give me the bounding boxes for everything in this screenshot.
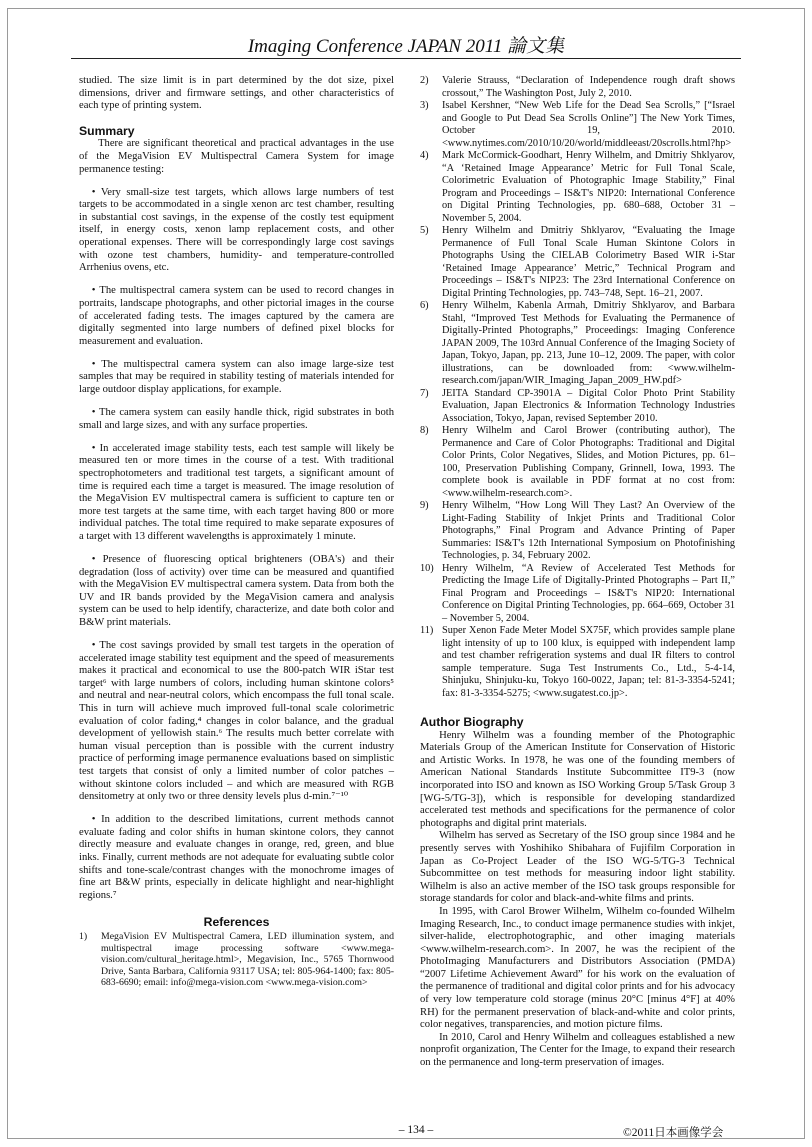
reference-item bbox=[420, 100, 735, 150]
reference-item bbox=[420, 225, 735, 300]
summary-bullet: • In accelerated image stability tests, each test sample will likely be measured ten or more times in the course of a test. With traditional spectrophotometers and traditional test targets, a significant amount of time is required each time a target is measured. The image resolution of the MegaVision EV multispectral camera is sufficient to capture ten or more test targets at the same time, with each target having 800 or more individual patches. The total time required to make separate exposures of a target with 13 different wavelengths is approximately 1 minute. bbox=[79, 442, 394, 542]
reference-text: Henry Wilhelm, Kabenla Armah, Dmitriy Shklyarov, and Barbara Stahl, “Improved Test Methods for Evaluating the Permanence of Digitally-Printed Photographs,” Proceedings: Imaging Conference JAPAN 2009, The 103rd Annual Conference of the Imaging Society of Japan, Tokyo, Japan, pp. 213, June 10–12, 2009. The paper, with color illustrations, can be downloaded from: <www.wilhelm-research.com/japan/WIR_Imaging_Japan_2009_HW.pdf> bbox=[442, 300, 735, 386]
reference-text: Isabel Kershner, “New Web Life for the Dead Sea Scrolls,” [“Israel and Google to Put Dead Sea Scrolls Online”] The New York Times, October 19, 2010. <www.nytimes.com/2010/10/20/world/middleeast/20scrolls.html?hp> bbox=[442, 100, 735, 149]
summary-bullet: • The multispectral camera system can also image large-size test samples that may be required in stability testing of materials intended for large outdoor display applications, for example. bbox=[79, 358, 394, 395]
reference-item bbox=[420, 425, 735, 500]
copyright-notice: ©2011日本画像学会 bbox=[623, 1127, 724, 1139]
running-header: Imaging Conference JAPAN 2011 論文集 bbox=[247, 36, 565, 57]
bio-paragraph: Wilhelm has served as Secretary of the ISO group since 1984 and he presently serves with Yoshihiko Shibahara of Fujifilm Corporation in Japan as Co-Project Leader of the ISO WG-5/TG-3 Technical Subcommittee on test methods for measuring indoor light stability. Wilhelm is also an active member of the ISO task groups responsible for storage standards for color and black-and-white films and prints. bbox=[420, 830, 735, 905]
reference-number: 9) bbox=[420, 500, 429, 511]
summary-intro: There are significant theoretical and practical advantages in the use of the MegaVision EV Multispectral Camera System for image permanence testing: bbox=[79, 138, 394, 175]
reference-text: MegaVision EV Multispectral Camera, LED illumination system, and multispectral image processing software <www.mega-vision.com/cultural_heritage.html>, Megavision, Inc., 5765 Thornwood Drive, Santa Barbara, California 93117 USA; tel: 805-964-1400; fax: 805-683-6690; email: info@mega-vision.com <www.mega-vision.com> bbox=[101, 931, 394, 989]
reference-item bbox=[420, 563, 735, 626]
reference-item bbox=[420, 150, 735, 225]
reference-number: 3) bbox=[420, 100, 429, 111]
reference-item bbox=[420, 625, 735, 700]
summary-bullet: • The camera system can easily handle thick, rigid substrates in both small and large sizes, and with any surface properties. bbox=[79, 407, 394, 431]
reference-number: 1) bbox=[79, 931, 88, 943]
references-heading: References bbox=[203, 915, 270, 930]
reference-list bbox=[420, 75, 735, 700]
reference-text: Henry Wilhelm, “How Long Will They Last? An Overview of the Light-Fading Stability of Inkjet Prints and Traditional Color Photographs,” Final Program and Advance Printing of Paper Summaries: IS&T's 12th International Symposium on Photofinishing Technologies, p. 34, February 2002. bbox=[442, 500, 735, 561]
author-biography-heading: Author Biography bbox=[420, 715, 524, 729]
reference-text: Super Xenon Fade Meter Model SX75F, which provides sample plane light intensity of up to 100 klux, is equipped with independent lamp and test chamber refrigeration systems and dual IR filters to control sample temperature. Suga Test Instruments Co., Ltd., 5-4-14, Shinjuku, Shinjuku-ku, Tokyo 160-0022, Japan; tel: 81-3-3354-5241; fax: 81-3-3354-5275; <www.sugatest.co.jp>. bbox=[442, 625, 735, 699]
reference-number: 7) bbox=[420, 387, 429, 399]
reference-item bbox=[420, 300, 735, 388]
bio-paragraph: In 2010, Carol and Henry Wilhelm and colleagues established a new nonprofit organization, The Center for the Image, to expand their research on the permanence and long-term preservation of images. bbox=[420, 1031, 735, 1069]
summary-bullet: • The cost savings provided by small test targets in the operation of accelerated image stability test equipment and the speed of measurements makes it practical and economical to use the 800-patch WIR iStar test target⁶ with large numbers of colors, including human skintone colors⁵ and neutral and near-neutral colors, which encompass the full tonal scale. This in turn will achieve much improved full-tonal scale colorimetric evaluation of color fading,⁴ changes in color balance, and the gradual development of yellowish stain.⁶ The results much better correlate with human visual perception than is possible with the current industry practice of performing image permanence evaluations based on simplistic test targets that consist of only a limited number of color patches – without skintone colors included – and which are measured with RGB densitometry at only two or three density levels plus d-min.⁷⁻¹⁰ bbox=[79, 640, 394, 803]
reference-number: 4) bbox=[420, 150, 429, 161]
summary-bullet: • Very small-size test targets, which allows large numbers of test targets to be accommodated in a single xenon arc test chamber, resulting in substantial cost savings, in the expense of the costly test equipment itself, in energy costs, xenon lamp replacement costs, and other operational expenses. There will be correspondingly large cost savings with ozone test chambers, humidity- and temperature-controlled Arrhenius ovens, etc. bbox=[79, 186, 394, 274]
reference-text: Mark McCormick-Goodhart, Henry Wilhelm, and Dmitriy Shklyarov, “A ‘Retained Image Appearance’ Metric for Full Tonal Scale, Colorimetric Evaluation of Photographic Image Stability,” Final Program and Proceedings – IS&T's NIP20: International Conference on Digital Printing Technologies, pp. 680–688, October 31 – November 5, 2004. bbox=[442, 150, 735, 224]
reference-text: Henry Wilhelm and Carol Brower (contributing author), The Permanence and Care of Color Photographs: Traditional and Digital Color Prints, Color Negatives, Slides, and Motion Pictures, pp. 61–100, Preservation Publishing Company, Grinnell, Iowa, 1993. The complete book is available in PDF format at no cost from: <www.wilhelm-research.com>. bbox=[442, 425, 735, 499]
reference-item bbox=[420, 388, 735, 426]
page-number: – 134 – bbox=[398, 1124, 434, 1136]
reference-number: 11) bbox=[420, 625, 434, 636]
reference-number: 8) bbox=[420, 425, 429, 436]
intro-paragraph: studied. The size limit is in part determined by the dot size, pixel dimensions, driver and firmware settings, and other characteristics of each type of printing system. bbox=[79, 75, 394, 112]
reference-item bbox=[420, 75, 735, 100]
reference-text: Henry Wilhelm and Dmitriy Shklyarov, “Evaluating the Image Permanence of Full Tonal Scale Human Skintone Colors in Photographs Using the CIELAB Colorimetry Based WIR i-Star ‘Retained Image Appearance’ Metric,” Technical Program and Proceedings – IS&T's NIP23: The 23rd International Conference on Digital Printing Technologies, pp. 743–748, Sept. 16–21, 2007. bbox=[442, 225, 735, 299]
header-rule bbox=[71, 58, 741, 59]
reference-number: 10) bbox=[420, 562, 434, 574]
paper-page bbox=[7, 8, 805, 1139]
summary-bullet: • Presence of fluorescing optical brighteners (OBA's) and their degradation (loss of activity) over time can be measured and quantified with the MegaVision EV multispectral camera system. Data from both the UV and IR bands provided by the MegaVision camera and analysis system can be used to help identify, characterize, and date both color and B&W print materials. bbox=[79, 554, 394, 628]
reference-item bbox=[420, 500, 735, 563]
reference-number: 6) bbox=[420, 300, 429, 311]
reference-list bbox=[79, 931, 394, 989]
reference-number: 5) bbox=[420, 225, 429, 236]
right-column bbox=[420, 75, 735, 1070]
summary-bullet: • The multispectral camera system can be used to record changes in portraits, landscape photographs, and other pictorial images in the course of accelerated fading tests. The images captured by the camera are digitally segmented into large numbers of defined pixel blocks for measurement and evaluation. bbox=[79, 285, 394, 347]
bio-paragraph: In 1995, with Carol Brower Wilhelm, Wilhelm co-founded Wilhelm Imaging Research, Inc., to conduct image permanence studies with inkjet, silver-halide, electrophotographic, and other imaging materials <www.wilhelm-research.com>. In 2007, he was the recipient of the PhotoImaging Manufacturers and Distributors Association (PMDA) “2007 Lifetime Achievement Award” for his work on the evaluation of the permanence of traditional and digital color prints and for his advocacy of very low temperature cold storage (minus 20°C [minus 4°F] at 40% RH) for the permanent preservation of black-and-white and color prints, color negatives, transparencies, and motion picture films. bbox=[420, 905, 735, 1031]
summary-heading: Summary bbox=[79, 123, 135, 138]
bio-paragraph: Henry Wilhelm was a founding member of the Photographic Materials Group of the American Institute for Conservation of Historic and Artistic Works. In 1978, he was one of the founding members of American National Standards Institute Subcommittee IT9-3 (now incorporated into ISO and known as ISO Working Group 5/Task Group 3 [WG-5/TG-3]), which is responsible for developing standardized accelerated test methods and specifications for the permanence of color photographs and digital print materials. bbox=[420, 729, 735, 829]
summary-bullet: • In addition to the described limitations, current methods cannot evaluate fading and color shifts in human skintone colors, they cannot directly measure and evaluate changes in orange, red, green, and blue inks. Finally, current methods are not adequate for evaluating subtle color shifts and tone-scale/contrast changes with the monochrome images of fine art B&W prints, especially in delicate highlight and near-highlight regions.⁷ bbox=[79, 814, 394, 901]
reference-text: Valerie Strauss, “Declaration of Independence rough draft shows crossout,” The Washington Post, July 2, 2010. bbox=[442, 75, 735, 99]
reference-text: Henry Wilhelm, “A Review of Accelerated Test Methods for Predicting the Image Life of Digitally-Printed Photographs – Part II,” Final Program and Proceedings – IS&T's NIP20: International Conference on Digital Printing Technologies, pp. 664–669, October 31 – November 5, 2004. bbox=[442, 562, 735, 624]
reference-number: 2) bbox=[420, 75, 429, 86]
reference-text: JEITA Standard CP-3901A – Digital Color Photo Print Stability Evaluation, Japan Electronics & Information Technology Industries Association, Tokyo, Japan, revised September 2010. bbox=[442, 387, 735, 424]
reference-item bbox=[79, 931, 394, 989]
left-column bbox=[79, 75, 394, 989]
